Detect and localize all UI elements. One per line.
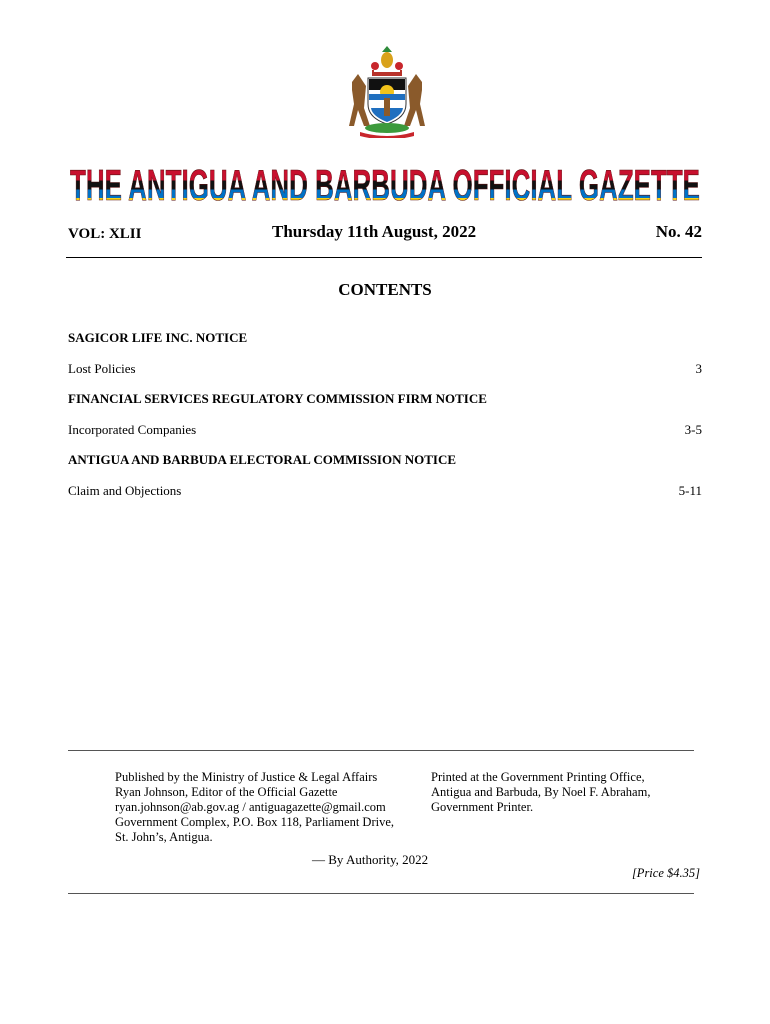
- item-page-number: 5-11: [678, 483, 702, 498]
- item-page-number: 3: [695, 361, 702, 376]
- item-claim-objections: Claim and Objections: [68, 483, 182, 498]
- issue-number: No. 42: [655, 222, 702, 241]
- publisher-line: ryan.johnson@ab.gov.ag / antiguagazette@gmail.com: [115, 800, 386, 814]
- section-heading-sagicor: SAGICOR LIFE INC. NOTICE: [68, 330, 248, 345]
- header-divider: [66, 257, 702, 258]
- printer-line: Antigua and Barbuda, By Noel F. Abraham,: [431, 785, 651, 799]
- publisher-line: Published by the Ministry of Justice & Legal Affairs: [115, 770, 378, 784]
- issue-date: Thursday 11th August, 2022: [272, 222, 477, 241]
- section-heading-electoral: ANTIGUA AND BARBUDA ELECTORAL COMMISSION NOTICE: [68, 452, 457, 467]
- printer-line: Printed at the Government Printing Office,: [431, 770, 645, 784]
- publisher-line: Ryan Johnson, Editor of the Official Gazette: [115, 785, 338, 799]
- item-page-number: 3-5: [684, 422, 702, 437]
- footer-divider-top: [68, 750, 694, 751]
- publisher-block: [115, 770, 394, 845]
- contents-heading: CONTENTS: [338, 280, 432, 299]
- publisher-line: Government Complex, P.O. Box 118, Parliament Drive,: [115, 815, 395, 829]
- printer-line: Government Printer.: [431, 800, 534, 814]
- item-lost-policies: Lost Policies: [68, 361, 136, 376]
- printer-block: [431, 770, 650, 815]
- footer-divider-bottom: [68, 893, 694, 894]
- publisher-line: St. John’s, Antigua.: [115, 830, 213, 844]
- masthead-title: THE ANTIGUA AND BARBUDA OFFICIAL GAZETTE: [70, 161, 700, 208]
- authority-line: — By Authority, 2022: [312, 852, 429, 867]
- item-incorporated-companies: Incorporated Companies: [68, 422, 197, 437]
- price-label: [Price $4.35]: [631, 866, 700, 880]
- gazette-masthead: [66, 158, 704, 208]
- coat-of-arms-icon: [344, 46, 430, 138]
- volume-label: VOL: XLII: [68, 226, 142, 242]
- section-heading-fsrc: FINANCIAL SERVICES REGULATORY COMMISSION FIRM NOTICE: [68, 391, 487, 406]
